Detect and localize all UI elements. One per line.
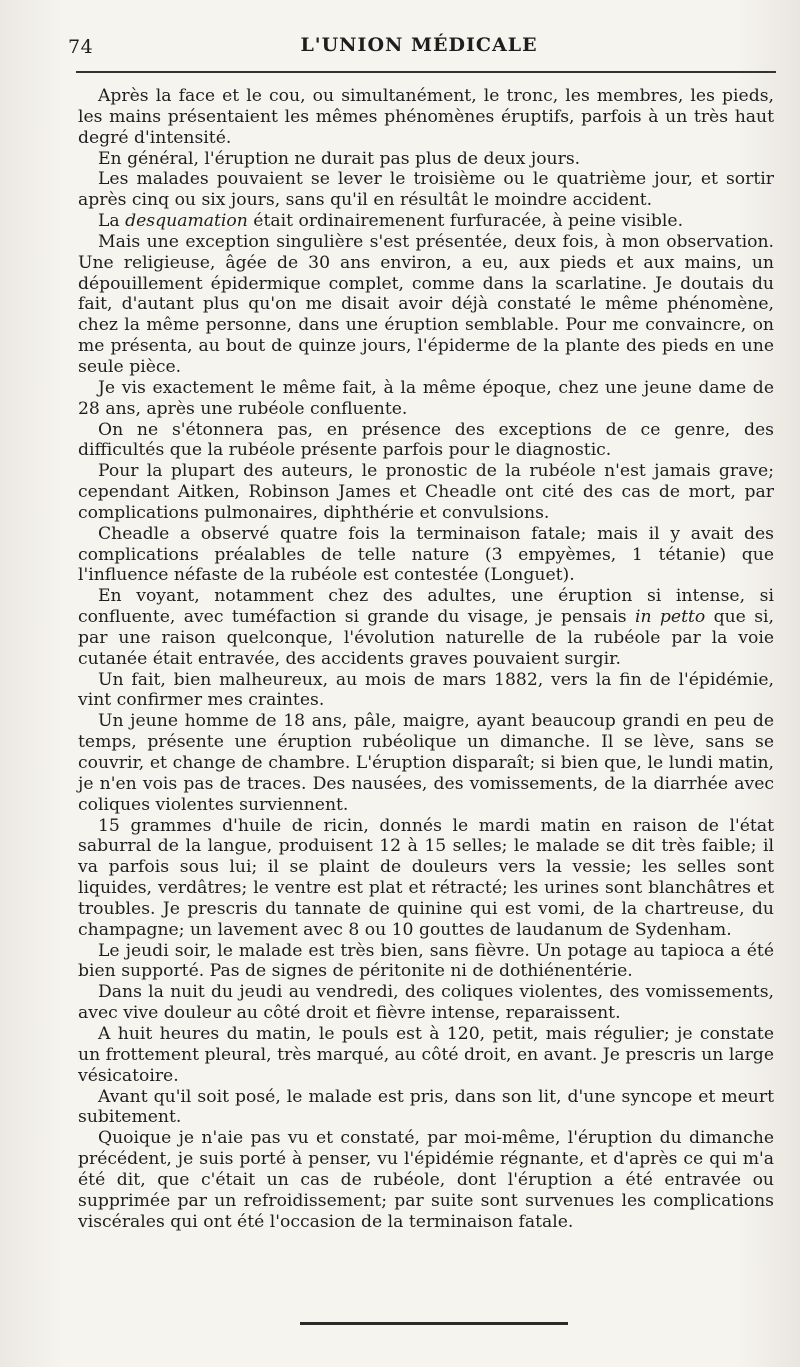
- running-title: L'UNION MÉDICALE: [300, 34, 538, 56]
- paragraph: Avant qu'il soit posé, le malade est pris, dans son lit, d'une syncope et meurt subitement.: [78, 1086, 774, 1128]
- paragraph: A huit heures du matin, le pouls est à 120, petit, mais régulier; je constate un frottement pleural, très marqué, au côté droit, en avant. Je prescris un large vésicatoire.: [78, 1023, 774, 1086]
- paragraph: Un jeune homme de 18 ans, pâle, maigre, ayant beaucoup grandi en peu de temps, présente une éruption rubéolique un dimanche. Il se lève, sans se couvrir, et change de chambre. L'éruption disparaît; si bien que, le lundi matin, je n'en vois pas de traces. Des nausées, des vomissements, de la diarrhée avec coliques violentes surviennent.: [78, 711, 774, 815]
- paragraph: En général, l'éruption ne durait pas plus de deux jours.: [98, 148, 581, 169]
- paragraph: Mais une exception singulière s'est présentée, deux fois, à mon observation. Une religieuse, âgée de 30 ans environ, a eu, aux pieds et aux mains, un dépouillement épidermique complet, comme dans la scarlatine. Je doutais du fait, d'autant plus qu'on me disait avoir déjà constaté le même phénomène, chez la même personne, dans une éruption semblable. Pour me convaincre, on me présenta, au bout de quinze jours, l'épiderme de la plante des pieds en une seule pièce.: [78, 231, 774, 377]
- paragraph: Après la face et le cou, ou simultanément, le tronc, les membres, les pieds, les mains présentaient les mêmes phénomènes éruptifs, parfois à un très haut degré d'intensité.: [78, 86, 774, 148]
- article-body: [78, 86, 774, 1232]
- paragraph: Cheadle a observé quatre fois la terminaison fatale; mais il y avait des complications préalables de telle nature (3 empyèmes, 1 tétanie) que l'influence néfaste de la rubéole est contestée (Longuet).: [78, 523, 774, 586]
- header-rule: [76, 71, 776, 73]
- paragraph: Quoique je n'aie pas vu et constaté, par moi-même, l'éruption du dimanche précédent, je suis porté à penser, vu l'épidémie régnante, et d'après ce qui m'a été dit, que c'était un cas de rubéole, dont l'éruption a été entravée ou supprimée par un refroidissement; par suite sont survenues les complications viscérales qui ont été l'occasion de la terminaison fatale.: [78, 1128, 774, 1232]
- paragraph: Dans la nuit du jeudi au vendredi, des coliques violentes, des vomissements, avec vive douleur au côté droit et fièvre intense, reparaissent.: [78, 982, 774, 1024]
- paragraph-text: que si, par une raison quelconque, l'évolution naturelle de la rubéole par la voie cutanée était entravée, des accidents graves pouvaient surgir.: [78, 607, 774, 669]
- paragraph-text: La: [98, 211, 126, 232]
- paragraph: Pour la plupart des auteurs, le pronostic de la rubéole n'est jamais grave; cependant Aitken, Robinson James et Cheadle ont cité des cas de mort, par complications pulmonaires, diphthérie et convulsions.: [78, 461, 774, 523]
- paragraph: Un fait, bien malheureux, au mois de mars 1882, vers la fin de l'épidémie, vint confirmer mes craintes.: [78, 669, 774, 711]
- paragraph-text: En voyant, notamment chez des adultes, une éruption si intense, si confluente, avec tuméfaction si grande du visage, je pensais: [78, 586, 774, 628]
- paragraph: On ne s'étonnera pas, en présence des exceptions de ce genre, des difficultés que la rubéole présente parfois pour le diagnostic.: [78, 419, 774, 461]
- page-number: 74: [68, 36, 94, 58]
- italic-term: in petto: [634, 607, 706, 628]
- paragraph: [78, 211, 774, 232]
- page-header: [66, 30, 772, 60]
- paragraph: Le jeudi soir, le malade est très bien, sans fièvre. Un potage au tapioca a été bien supporté. Pas de signes de péritonite ni de dothiénentérie.: [78, 940, 774, 982]
- end-rule: [300, 1322, 568, 1325]
- paragraph: [78, 586, 774, 669]
- paragraph: 15 grammes d'huile de ricin, donnés le mardi matin en raison de l'état saburral de la langue, produisent 12 à 15 selles; le malade se dit très faible; il va parfois sous lui; il se plaint de douleurs vers la vessie; les selles sont liquides, verdâtres; le ventre est plat et rétracté; les urines sont blanchâtres et troubles. Je prescris du tannate de quinine qui est vomi, de la chartreuse, du champagne; un lavement avec 8 ou 10 gouttes de laudanum de Sydenham.: [78, 815, 774, 940]
- paragraph-text: était ordinairemenent furfuracée, à peine visible.: [247, 211, 684, 232]
- italic-term: desquamation: [125, 211, 248, 232]
- paragraph: Les malades pouvaient se lever le troisième ou le quatrième jour, et sortir après cinq ou six jours, sans qu'il en résultât le moindre accident.: [78, 169, 774, 211]
- paragraph: Je vis exactement le même fait, à la même époque, chez une jeune dame de 28 ans, après une rubéole confluente.: [78, 377, 774, 419]
